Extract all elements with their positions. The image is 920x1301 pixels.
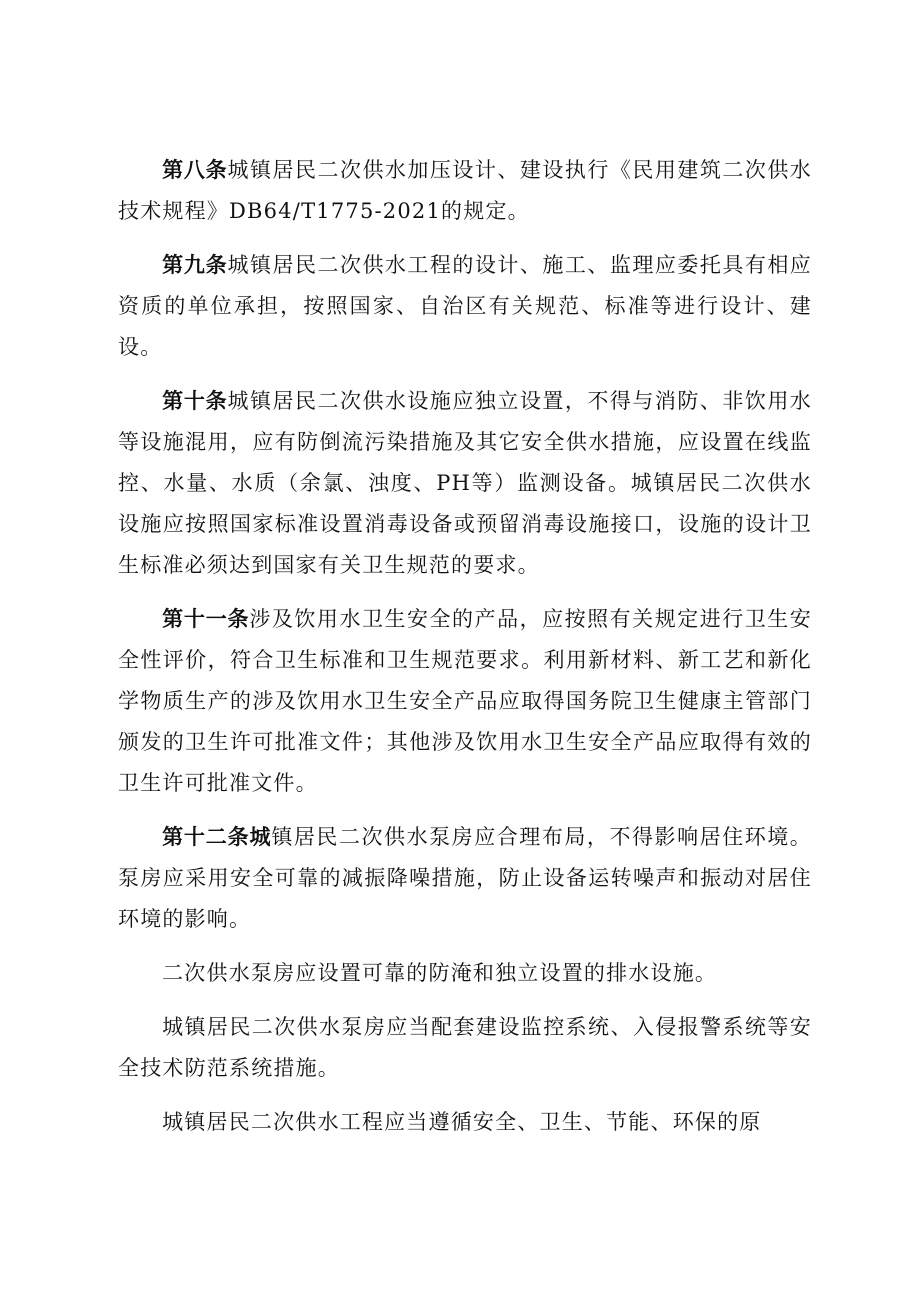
article-11 bbox=[118, 599, 812, 804]
article-text: 涉及饮用水卫生安全的产品，应按照有关规定进行卫生安全性评价，符合卫生标准和卫生规范要求。利用新材料、新工艺和新化学物质生产的涉及饮用水卫生安全产品应取得国务院卫生健康主管部门颁发的卫生许可批准文件；其他涉及饮用水卫生安全产品应取得有效的卫生许可批准文件。 bbox=[118, 607, 813, 795]
article-text: 镇居民二次供水泵房应合理布局，不得影响居住环境。泵房应采用安全可靠的减振降噪措施，防止设备运转噪声和振动对居住环境的影响。 bbox=[118, 825, 812, 931]
article-heading: 第十二条城 bbox=[162, 825, 272, 849]
article-9 bbox=[118, 245, 812, 368]
paragraph-principles bbox=[118, 1102, 812, 1143]
article-10 bbox=[118, 381, 812, 586]
paragraph-security bbox=[118, 1007, 812, 1089]
article-8 bbox=[118, 150, 812, 232]
article-heading: 第八条 bbox=[162, 158, 228, 182]
paragraph-text: 城镇居民二次供水泵房应当配套建设监控系统、入侵报警系统等安全技术防范系统措施。 bbox=[118, 1015, 812, 1080]
article-heading: 第九条 bbox=[162, 253, 228, 277]
article-text: 城镇居民二次供水加压设计、建设执行《民用建筑二次供水技术规程》DB64/T1775-2021的规定。 bbox=[118, 158, 813, 223]
article-text: 城镇居民二次供水工程的设计、施工、监理应委托具有相应资质的单位承担，按照国家、自治区有关规范、标准等进行设计、建设。 bbox=[118, 253, 813, 359]
article-heading: 第十条 bbox=[162, 389, 228, 413]
article-12 bbox=[118, 817, 812, 940]
document-body bbox=[118, 150, 812, 1156]
article-text: 城镇居民二次供水设施应独立设置，不得与消防、非饮用水等设施混用，应有防倒流污染措施及其它安全供水措施，应设置在线监控、水量、水质（余氯、浊度、PH等）监测设备。城镇居民二次供水设施应按照国家标准设置消毒设备或预留消毒设施接口，设施的设计卫生标准必须达到国家有关卫生规范的要求。 bbox=[118, 389, 813, 577]
paragraph-drainage bbox=[118, 953, 812, 994]
paragraph-text: 城镇居民二次供水工程应当遵循安全、卫生、节能、环保的原 bbox=[162, 1110, 762, 1134]
paragraph-text: 二次供水泵房应设置可靠的防淹和独立设置的排水设施。 bbox=[162, 961, 718, 985]
article-heading: 第十一条 bbox=[162, 607, 250, 631]
